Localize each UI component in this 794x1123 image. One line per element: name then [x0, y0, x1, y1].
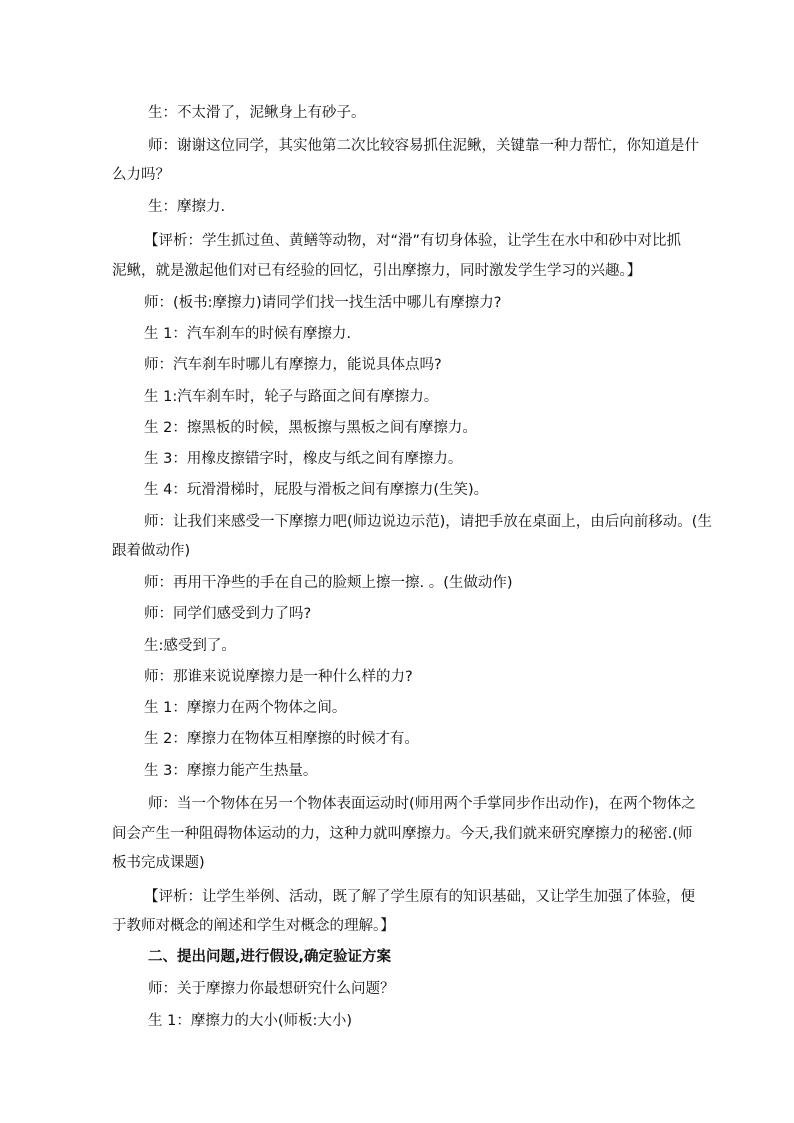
commentary-line: 【评析：让学生举例、活动，既了解了学生原有的知识基础，又让学生加强了体验，便: [144, 889, 695, 905]
paragraph-line: 生 3：用橡皮擦错字时，橡皮与纸之间有摩擦力。: [144, 451, 463, 467]
paragraph-line: 师：当一个物体在另一个物体表面运动时(师用两个手掌同步作出动作)，在两个物体之: [148, 796, 696, 812]
paragraph-line: 师：关于摩擦力你最想研究什么问题？: [148, 981, 395, 997]
paragraph-line: 生 3：摩擦力能产生热量。: [144, 763, 318, 779]
paragraph-line: 跟着做动作): [112, 543, 191, 559]
commentary-line: 【评析：学生抓过鱼、黄鳝等动物，对“滑”有切身体验，让学生在水中和砂中对比抓: [144, 233, 682, 249]
paragraph-line: 生：不太滑了，泥鳅身上有砂子。: [148, 105, 366, 121]
paragraph-line: 生 1：摩擦力在两个物体之间。: [144, 700, 347, 716]
paragraph-line: 生 2：擦黑板的时候，黑板擦与黑板之间有摩擦力。: [144, 420, 477, 436]
commentary-line: 泥鳅，就是激起他们对已有经验的回忆，引出摩擦力，同时激发学生学习的兴趣。】: [112, 263, 642, 279]
paragraph-line: 生 4：玩滑滑梯时，屁股与滑板之间有摩擦力(生笑)。: [144, 482, 489, 498]
paragraph-line: 师：(板书:摩擦力)请同学们找一找生活中哪儿有摩擦力?: [144, 295, 502, 311]
paragraph-line: 师：谢谢这位同学，其实他第二次比较容易抓住泥鳅，关键靠一种力帮忙，你知道是什: [148, 138, 699, 154]
paragraph-line: 生 2：摩擦力在物体互相摩擦的时候才有。: [144, 731, 419, 747]
paragraph-line: 生 1:汽车刹车时，轮子与路面之间有摩擦力。: [144, 389, 439, 405]
paragraph-line: 板书完成课题): [112, 855, 205, 871]
paragraph-line: 师：同学们感受到力了吗?: [144, 606, 312, 622]
paragraph-line: 间会产生一种阻碍物体运动的力，这种力就叫摩擦力。今天,我们就来研究摩擦力的秘密.(师: [112, 826, 693, 842]
paragraph-line: 生 1：摩擦力的大小(师板:大小): [148, 1013, 353, 1029]
paragraph-line: 师：那谁来说说摩擦力是一种什么样的力?: [144, 669, 413, 685]
paragraph-line: 师：汽车刹车时哪儿有摩擦力，能说具体点吗?: [144, 357, 442, 373]
paragraph-line: 师：再用干净些的手在自己的脸颊上擦一擦. 。(生做动作): [144, 575, 513, 591]
paragraph-line: 生 1：汽车刹车的时候有摩擦力.: [144, 326, 351, 342]
paragraph-line: 师：让我们来感受一下摩擦力吧(师边说边示范)，请把手放在桌面上，由后向前移动。(生: [144, 514, 712, 530]
commentary-line: 于教师对概念的阐述和学生对概念的理解。】: [112, 918, 395, 934]
section-heading: 二、提出问题,进行假设,确定验证方案: [148, 949, 392, 965]
paragraph-line: 生：摩擦力.: [148, 199, 226, 215]
paragraph-line: 么力吗？: [112, 167, 170, 183]
paragraph-line: 生:感受到了。: [144, 638, 236, 654]
